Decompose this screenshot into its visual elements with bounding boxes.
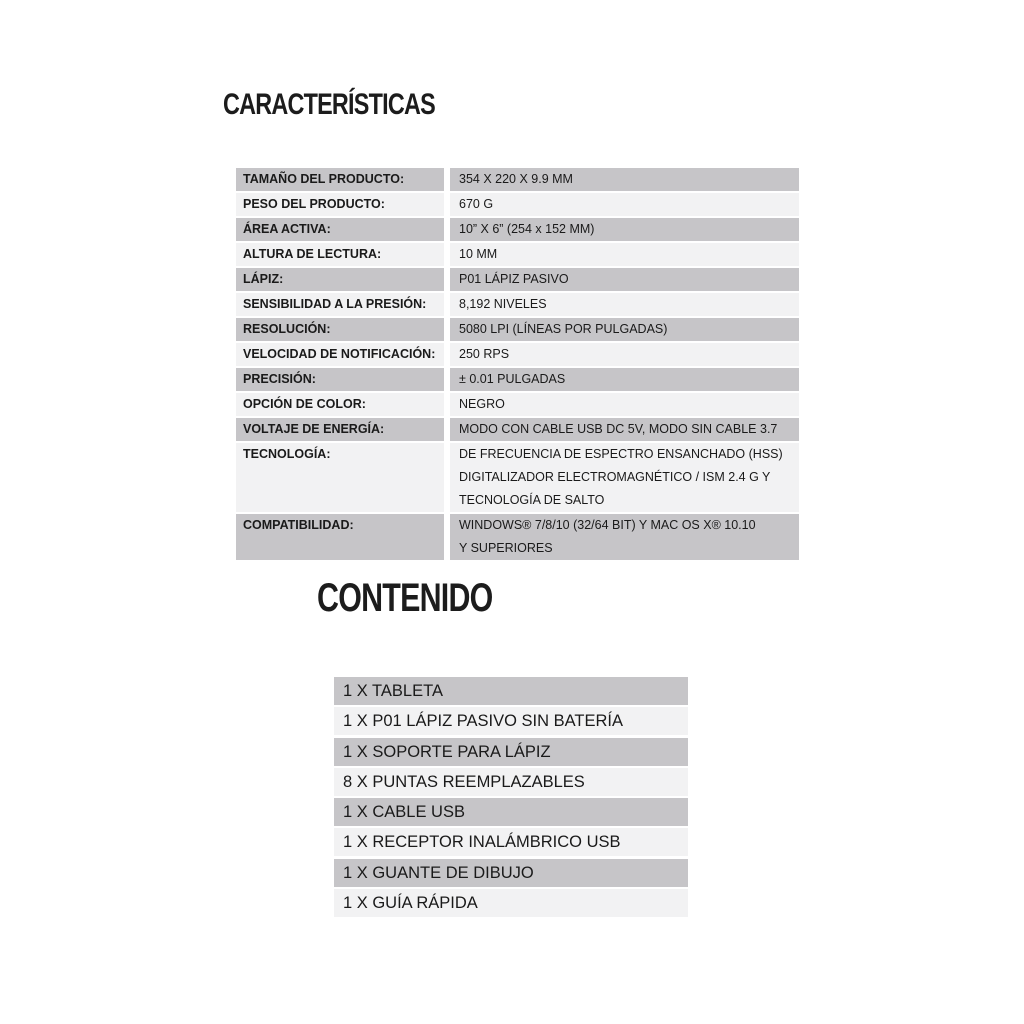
spec-value: [450, 514, 799, 560]
content-item: 1 X CABLE USB: [334, 798, 688, 826]
spec-row: [236, 393, 799, 416]
spec-key: RESOLUCIÓN:: [236, 318, 444, 341]
spec-value-line: 10” X 6” (254 x 152 MM): [459, 222, 595, 236]
content-item: 1 X TABLETA: [334, 677, 688, 705]
spec-value: [450, 168, 799, 191]
spec-value-line: Y SUPERIORES: [459, 541, 553, 555]
spec-value-line: NEGRO: [459, 397, 505, 411]
spec-row: [236, 168, 799, 191]
spec-value: [450, 318, 799, 341]
spec-value: [450, 218, 799, 241]
spec-value-line: 670 G: [459, 197, 494, 211]
spec-row: [236, 193, 799, 216]
spec-value: [450, 368, 799, 391]
spec-value: [450, 418, 799, 441]
content-item: 8 X PUNTAS REEMPLAZABLES: [334, 768, 688, 796]
spec-value: [450, 268, 799, 291]
spec-value: [450, 443, 799, 512]
specs-table: [236, 168, 799, 562]
spec-key: TAMAÑO DEL PRODUCTO:: [236, 168, 444, 191]
content-item: 1 X SOPORTE PARA LÁPIZ: [334, 738, 688, 766]
spec-key: OPCIÓN DE COLOR:: [236, 393, 444, 416]
content-item: 1 X GUÍA RÁPIDA: [334, 889, 688, 917]
spec-value-line: 10 MM: [459, 247, 498, 261]
contents-title: CONTENIDO: [317, 576, 493, 620]
specs-title: CARACTERÍSTICAS: [223, 88, 435, 121]
spec-row: [236, 418, 799, 441]
spec-value: [450, 393, 799, 416]
spec-key: TECNOLOGÍA:: [236, 443, 444, 512]
spec-row: [236, 343, 799, 366]
spec-value-line: 250 RPS: [459, 347, 510, 361]
content-item: 1 X RECEPTOR INALÁMBRICO USB: [334, 828, 688, 856]
spec-key: PRECISIÓN:: [236, 368, 444, 391]
content-item: 1 X GUANTE DE DIBUJO: [334, 859, 688, 887]
spec-value-line: TECNOLOGÍA DE SALTO: [459, 493, 605, 507]
spec-value-line: 354 X 220 X 9.9 MM: [459, 172, 573, 186]
spec-value: [450, 193, 799, 216]
spec-value-line: 8,192 NIVELES: [459, 297, 547, 311]
spec-value-line: P01 LÁPIZ PASIVO: [459, 272, 569, 286]
spec-key: LÁPIZ:: [236, 268, 444, 291]
spec-row: [236, 243, 799, 266]
spec-row: [236, 218, 799, 241]
spec-key: ALTURA DE LECTURA:: [236, 243, 444, 266]
spec-row: [236, 514, 799, 560]
spec-row: [236, 368, 799, 391]
spec-value-line: 5080 LPI (LÍNEAS POR PULGADAS): [459, 322, 668, 336]
content-item: 1 X P01 LÁPIZ PASIVO SIN BATERÍA: [334, 707, 688, 735]
spec-value: [450, 293, 799, 316]
spec-value-line: DE FRECUENCIA DE ESPECTRO ENSANCHADO (HSS): [459, 447, 783, 461]
contents-list: [334, 677, 688, 919]
spec-row: [236, 443, 799, 512]
spec-key: VELOCIDAD DE NOTIFICACIÓN:: [236, 343, 444, 366]
spec-value-line: ± 0.01 PULGADAS: [459, 372, 566, 386]
spec-value-line: MODO CON CABLE USB DC 5V, MODO SIN CABLE 3.7: [459, 422, 778, 436]
spec-value-line: WINDOWS® 7/8/10 (32/64 BIT) Y MAC OS X® 10.10: [459, 518, 756, 532]
spec-key: VOLTAJE DE ENERGÍA:: [236, 418, 444, 441]
spec-row: [236, 318, 799, 341]
spec-row: [236, 268, 799, 291]
spec-value: [450, 343, 799, 366]
spec-row: [236, 293, 799, 316]
spec-key: SENSIBILIDAD A LA PRESIÓN:: [236, 293, 444, 316]
spec-key: COMPATIBILIDAD:: [236, 514, 444, 560]
spec-value: [450, 243, 799, 266]
spec-key: PESO DEL PRODUCTO:: [236, 193, 444, 216]
spec-value-line: DIGITALIZADOR ELECTROMAGNÉTICO / ISM 2.4 G Y: [459, 470, 771, 484]
spec-key: ÁREA ACTIVA:: [236, 218, 444, 241]
